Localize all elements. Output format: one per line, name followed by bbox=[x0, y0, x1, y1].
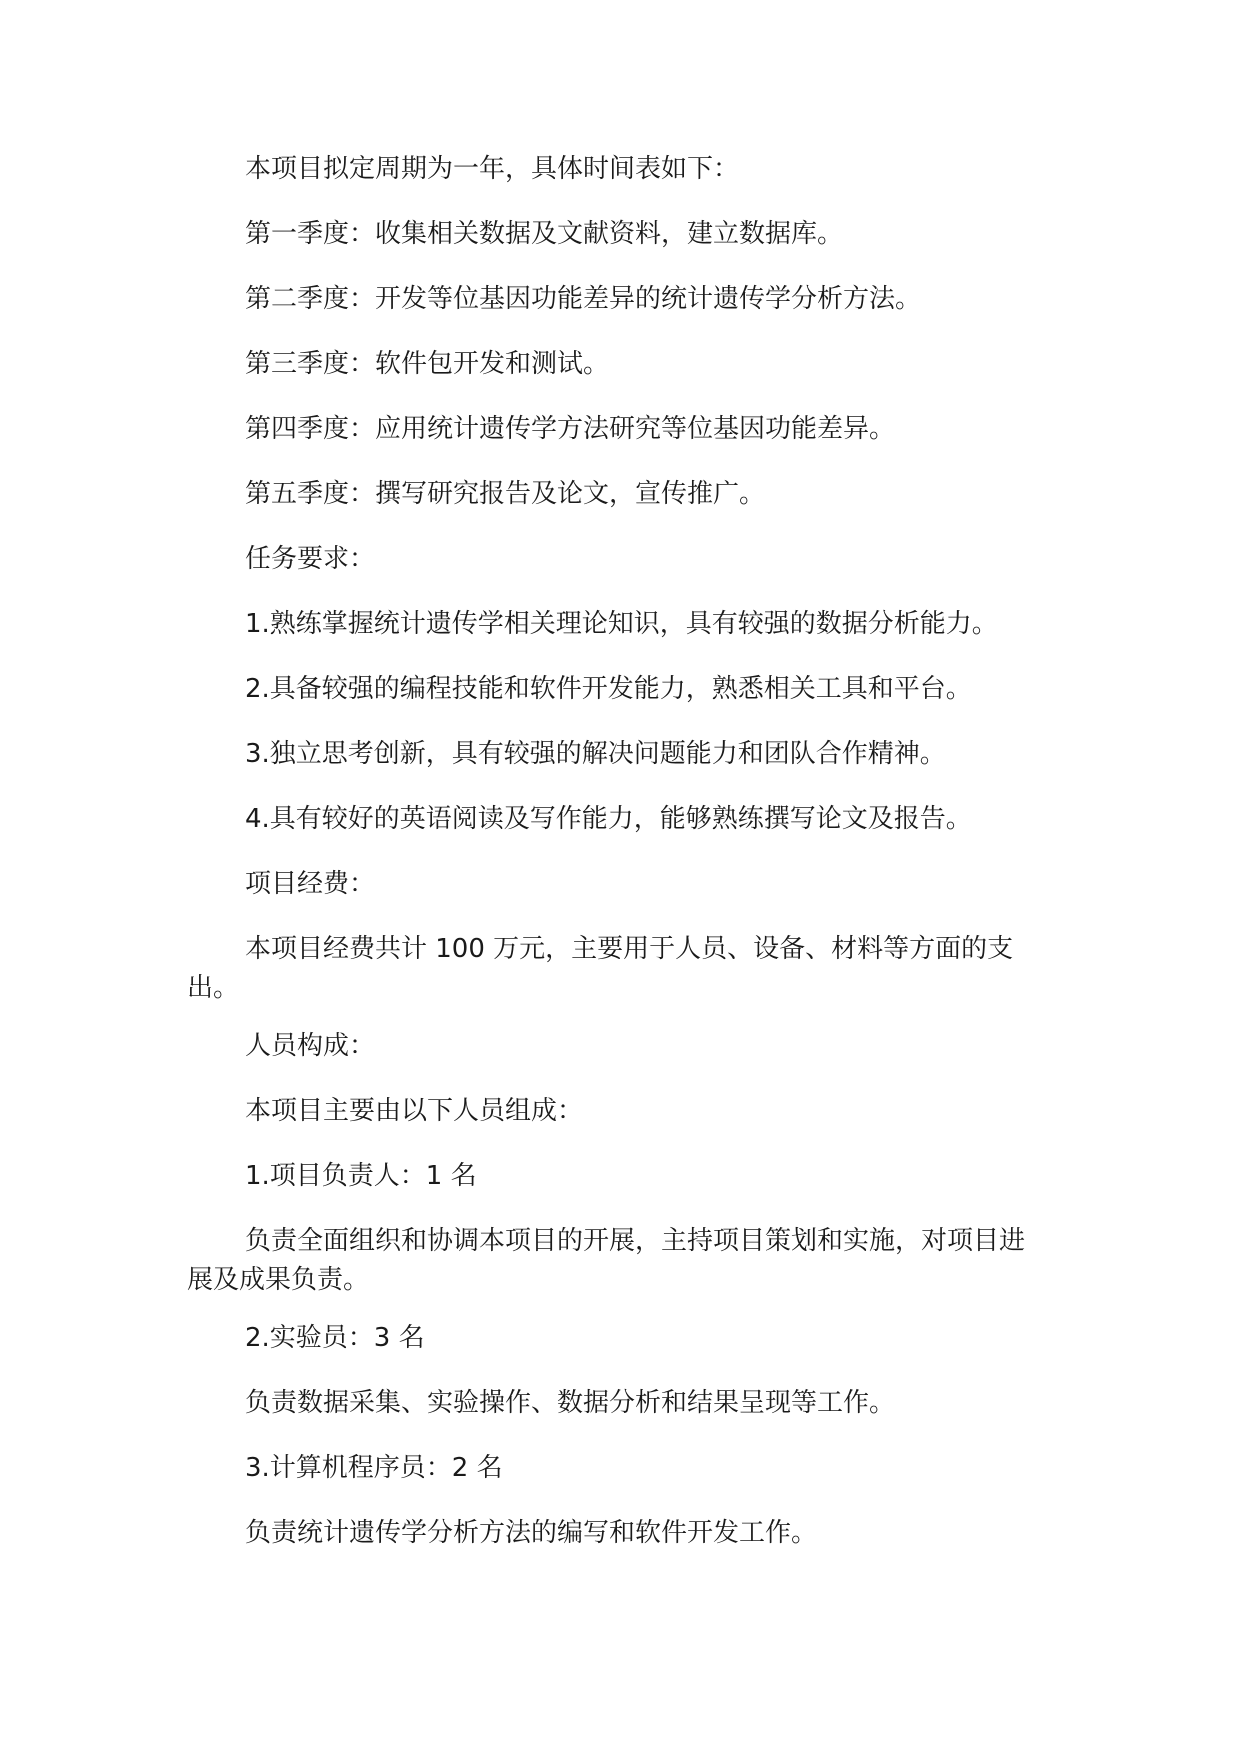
paragraph-role-programmer: 3.计算机程序员：2 名 bbox=[245, 1453, 503, 1483]
paragraph-role-lab-staff: 2.实验员：3 名 bbox=[245, 1323, 425, 1353]
heading-project-funding: 项目经费： bbox=[245, 869, 376, 899]
paragraph-quarter-1: 第一季度：收集相关数据及文献资料，建立数据库。 bbox=[245, 219, 844, 249]
paragraph-quarter-2: 第二季度：开发等位基因功能差异的统计遗传学分析方法。 bbox=[245, 284, 922, 314]
heading-personnel: 人员构成： bbox=[245, 1031, 376, 1061]
document-body bbox=[187, 150, 1049, 1579]
paragraph-quarter-3: 第三季度：软件包开发和测试。 bbox=[245, 349, 610, 379]
paragraph-requirement-4: 4.具有较好的英语阅读及写作能力，能够熟练撰写论文及报告。 bbox=[245, 804, 972, 834]
paragraph-requirement-1: 1.熟练掌握统计遗传学相关理论知识，具有较强的数据分析能力。 bbox=[245, 609, 998, 639]
paragraph-quarter-4: 第四季度：应用统计遗传学方法研究等位基因功能差异。 bbox=[245, 414, 896, 444]
paragraph-programmer-duty: 负责统计遗传学分析方法的编写和软件开发工作。 bbox=[245, 1518, 818, 1548]
paragraph-project-leader-duty: 负责全面组织和协调本项目的开展，主持项目策划和实施，对项目进展及成果负责。 bbox=[187, 1226, 1026, 1295]
paragraph-funding: 本项目经费共计 100 万元，主要用于人员、设备、材料等方面的支出。 bbox=[187, 934, 1014, 1003]
paragraph-role-project-leader: 1.项目负责人：1 名 bbox=[245, 1161, 477, 1191]
paragraph-quarter-5: 第五季度：撰写研究报告及论文，宣传推广。 bbox=[245, 479, 766, 509]
paragraph-lab-staff-duty: 负责数据采集、实验操作、数据分析和结果呈现等工作。 bbox=[245, 1388, 896, 1418]
heading-task-requirements: 任务要求： bbox=[245, 544, 376, 574]
paragraph-schedule-intro: 本项目拟定周期为一年，具体时间表如下： bbox=[245, 154, 740, 184]
paragraph-requirement-2: 2.具备较强的编程技能和软件开发能力，熟悉相关工具和平台。 bbox=[245, 674, 972, 704]
paragraph-requirement-3: 3.独立思考创新，具有较强的解决问题能力和团队合作精神。 bbox=[245, 739, 946, 769]
paragraph-personnel-intro: 本项目主要由以下人员组成： bbox=[245, 1096, 584, 1126]
